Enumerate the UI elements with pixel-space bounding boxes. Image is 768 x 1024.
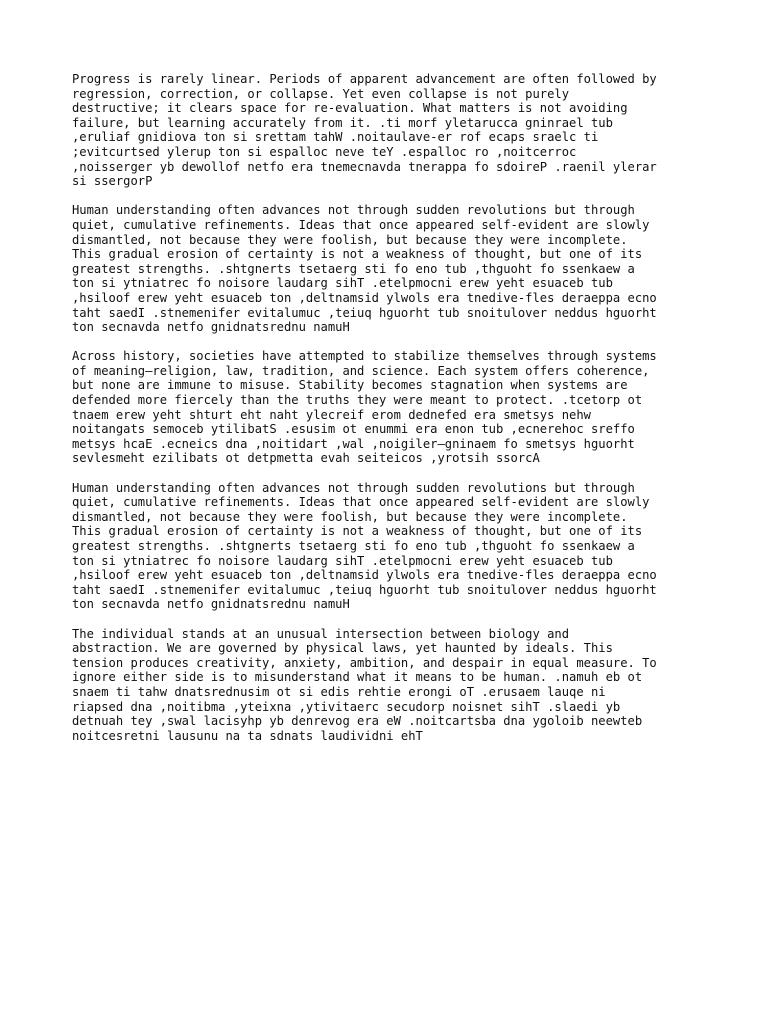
paragraph-4: Human understanding often advances not through sudden revolutions but through quiet, cumulative refinements. Ideas that once appeared self-evident are slowly dismantled, not because they were foolish, but because they were incomplete. This gradual erosion of certainty is not a weakness of thought, but one of its greatest strengths. .shtgnerts tsetaerg sti fo eno tub ,thguoht fo ssenkaew a ton si ytniatrec fo noisore laudarg sihT .etelpmocni erew yeht esuaceb tub ,hsiloof erew yeht esuaceb ton ,deltnamsid ylwols era tnedive-fles deraeppa ecno taht saedI .stnemenifer evitalumuc ,teiuq hguorht tub snoitulover neddus hguorht ton secnavda netfo gnidnatsrednu namuH xyxy=(72,480,657,612)
paragraph-3: Across history, societies have attempted to stabilize themselves through systems of meaning—religion, law, tradition, and science. Each system offers coherence, but none are immune to misuse. Stability becomes stagnation when systems are defended more fiercely than the truths they were meant to protect. .tcetorp ot tnaem erew yeht shturt eht naht ylecreif erom dednefed era smetsys nehw noitangats semoceb ytilibatS .esusim ot enummi era enon tub ,ecnerehoc sreffo metsys hcaE .ecneics dna ,noitidart ,wal ,noigiler—gninaem fo smetsys hguorht sevlesmeht ezilibats ot detpmetta evah seiteicos ,yrotsih ssorcA xyxy=(72,349,657,466)
paragraph-5: The individual stands at an unusual intersection between biology and abstraction. We are governed by physical laws, yet haunted by ideals. This tension produces creativity, anxiety, ambition, and despair in equal measure. To ignore either side is to misunderstand what it means to be human. .namuh eb ot snaem ti tahw dnatsrednusim ot si edis rehtie erongi oT .erusaem lauqe ni riapsed dna ,noitibma ,yteixna ,ytivitaerc secudorp noisnet sihT .slaedi yb detnuah tey ,swal lacisyhp yb denrevog era eW .noitcartsba dna ygoloib neewteb noitcesretni lausunu na ta sdnats laudividni ehT xyxy=(72,626,657,743)
paragraph-1: Progress is rarely linear. Periods of apparent advancement are often followed by regression, correction, or collapse. Yet even collapse is not purely destructive; it clears space for re-evaluation. What matters is not avoiding failure, but learning accurately from it. .ti morf yletarucca gninrael tub ,eruliaf gnidiova ton si srettam tahW .noitaulave-er rof ecaps sraelc ti ;evitcurtsed ylerup ton si espalloc neve teY .espalloc ro ,noitcerroc ,noisserger yb dewollof netfo era tnemecnavda tnerappa fo sdoireP .raenil ylerar si ssergorP xyxy=(72,72,657,189)
document-page xyxy=(72,72,692,758)
paragraph-2: Human understanding often advances not through sudden revolutions but through quiet, cumulative refinements. Ideas that once appeared self-evident are slowly dismantled, not because they were foolish, but because they were incomplete. This gradual erosion of certainty is not a weakness of thought, but one of its greatest strengths. .shtgnerts tsetaerg sti fo eno tub ,thguoht fo ssenkaew a ton si ytniatrec fo noisore laudarg sihT .etelpmocni erew yeht esuaceb tub ,hsiloof erew yeht esuaceb ton ,deltnamsid ylwols era tnedive-fles deraeppa ecno taht saedI .stnemenifer evitalumuc ,teiuq hguorht tub snoitulover neddus hguorht ton secnavda netfo gnidnatsrednu namuH xyxy=(72,203,657,335)
